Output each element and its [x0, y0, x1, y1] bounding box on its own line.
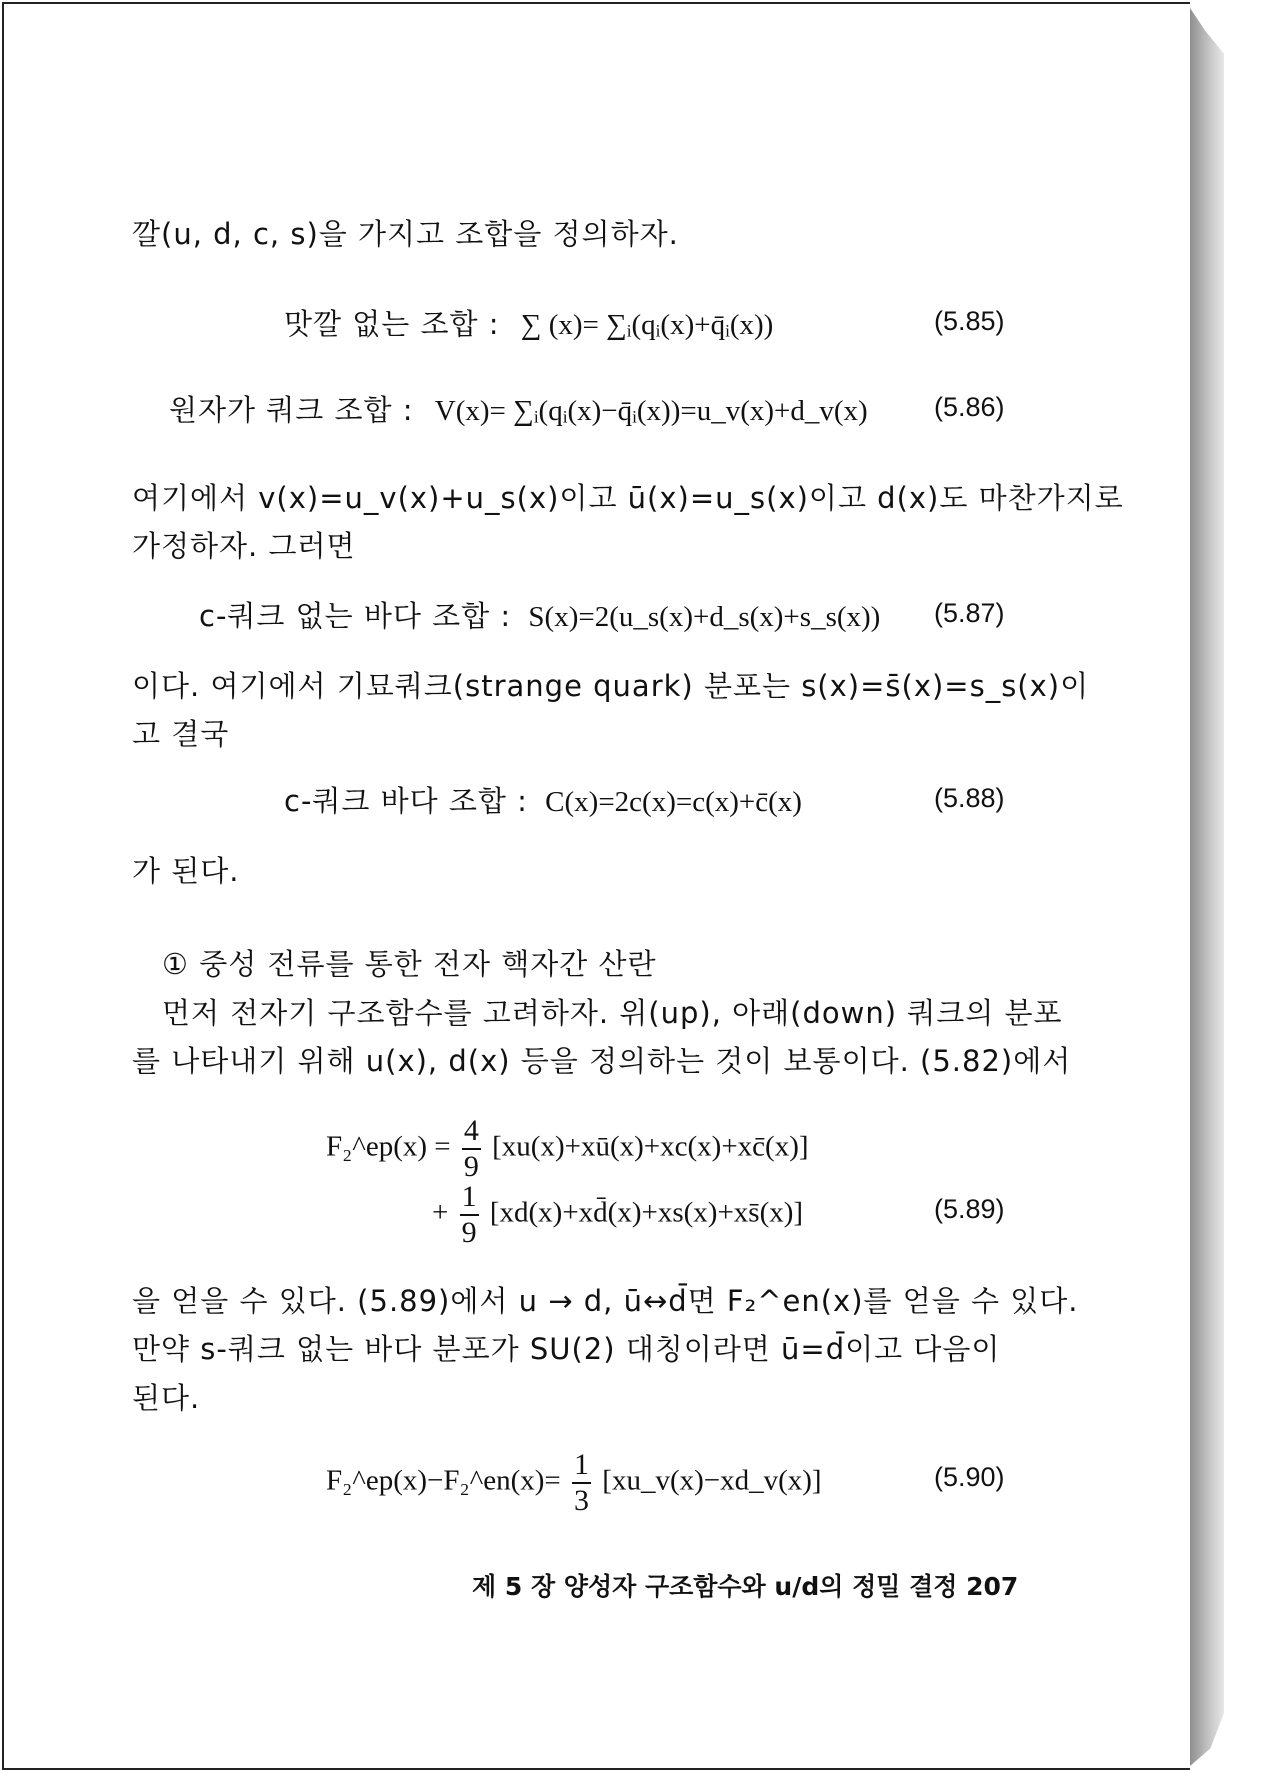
paragraph-line: 먼저 전자기 구조함수를 고려하자. 위(up), 아래(down) 쿼크의 분포 [162, 996, 1063, 1030]
equation-label: c-쿼크 바다 조합 : [284, 784, 528, 818]
paragraph-line: 을 얻을 수 있다. (5.89)에서 u → d, ū↔d̄면 F₂^en(x)를 얻을 수 있다. [132, 1284, 1079, 1318]
paragraph-line: 고 결국 [132, 717, 230, 751]
equation-5-86 [169, 388, 868, 429]
equation-5-87 [199, 594, 880, 635]
equation-body: [xd(x)+xd̄(x)+xs(x)+xs̄(x)] [489, 1196, 804, 1229]
equation-number: (5.86) [934, 392, 1005, 422]
equation-label: 원자가 쿼크 조합 : [169, 393, 414, 427]
paragraph-line: 가 된다. [132, 854, 240, 888]
equation-lhs: F₂^ep(x) = [326, 1130, 451, 1163]
running-footer: 제 5 장 양성자 구조함수와 u/d의 정밀 결정 207 [472, 1572, 1019, 1601]
paragraph-line: 를 나타내기 위해 u(x), d(x) 등을 정의하는 것이 보통이다. (5.82)에서 [132, 1044, 1072, 1078]
fraction-numerator: 4 [462, 1116, 481, 1150]
paragraph-line: 가정하자. 그러면 [132, 529, 356, 563]
paragraph-line: 여기에서 v(x)=u_v(x)+u_s(x)이고 ū(x)=u_s(x)이고 d(x)도 마찬가지로 [132, 481, 1124, 515]
fraction-numerator: 1 [460, 1182, 479, 1216]
equation-5-89-row1 [326, 1116, 809, 1182]
paragraph-line: 만약 s-쿼크 없는 바다 분포가 SU(2) 대칭이라면 ū=d̄이고 다음이 [132, 1332, 1001, 1366]
book-page [2, 2, 1190, 1770]
equation-body: ∑ (x)= ∑ᵢ(qᵢ(x)+q̄ᵢ(x)) [520, 309, 774, 341]
equation-5-88 [284, 779, 802, 820]
equation-number: (5.87) [934, 598, 1005, 628]
equation-lhs: F₂^ep(x)−F₂^en(x)= [326, 1464, 561, 1497]
plus-sign: + [432, 1196, 449, 1229]
equation-body: [xu_v(x)−xd_v(x)] [602, 1464, 822, 1497]
fraction-denominator: 9 [463, 1150, 479, 1183]
fraction [462, 1116, 481, 1182]
equation-label: c-쿼크 없는 바다 조합 : [199, 599, 512, 633]
equation-number: (5.85) [934, 306, 1005, 336]
equation-5-89-row2 [432, 1182, 803, 1248]
fraction [572, 1450, 591, 1516]
fraction-denominator: 9 [461, 1216, 477, 1249]
paragraph-line: 깔(u, d, c, s)을 가지고 조합을 정의하자. [132, 217, 679, 251]
equation-5-85 [284, 302, 773, 343]
fraction [460, 1182, 479, 1248]
paragraph-line: 된다. [132, 1381, 201, 1415]
fraction-denominator: 3 [574, 1484, 590, 1517]
equation-number: (5.88) [934, 783, 1005, 813]
equation-body: C(x)=2c(x)=c(x)+c̄(x) [545, 786, 802, 818]
equation-body: V(x)= ∑ᵢ(qᵢ(x)−q̄ᵢ(x))=u_v(x)+d_v(x) [434, 395, 868, 427]
equation-5-90 [326, 1450, 822, 1516]
equation-body: [xu(x)+xū(x)+xc(x)+xc̄(x)] [492, 1130, 809, 1163]
equation-body: S(x)=2(u_s(x)+d_s(x)+s_s(x)) [528, 601, 881, 633]
equation-number: (5.89) [934, 1194, 1005, 1224]
equation-number: (5.90) [934, 1462, 1005, 1492]
paragraph-line: 이다. 여기에서 기묘쿼크(strange quark) 분포는 s(x)=s̄(x)=s_s(x)이 [132, 669, 1090, 703]
equation-label: 맛깔 없는 조합 : [284, 307, 500, 341]
section-heading: ① 중성 전류를 통한 전자 핵자간 산란 [162, 947, 657, 981]
page-edge-shadow [1190, 8, 1224, 1766]
fraction-numerator: 1 [572, 1450, 591, 1484]
